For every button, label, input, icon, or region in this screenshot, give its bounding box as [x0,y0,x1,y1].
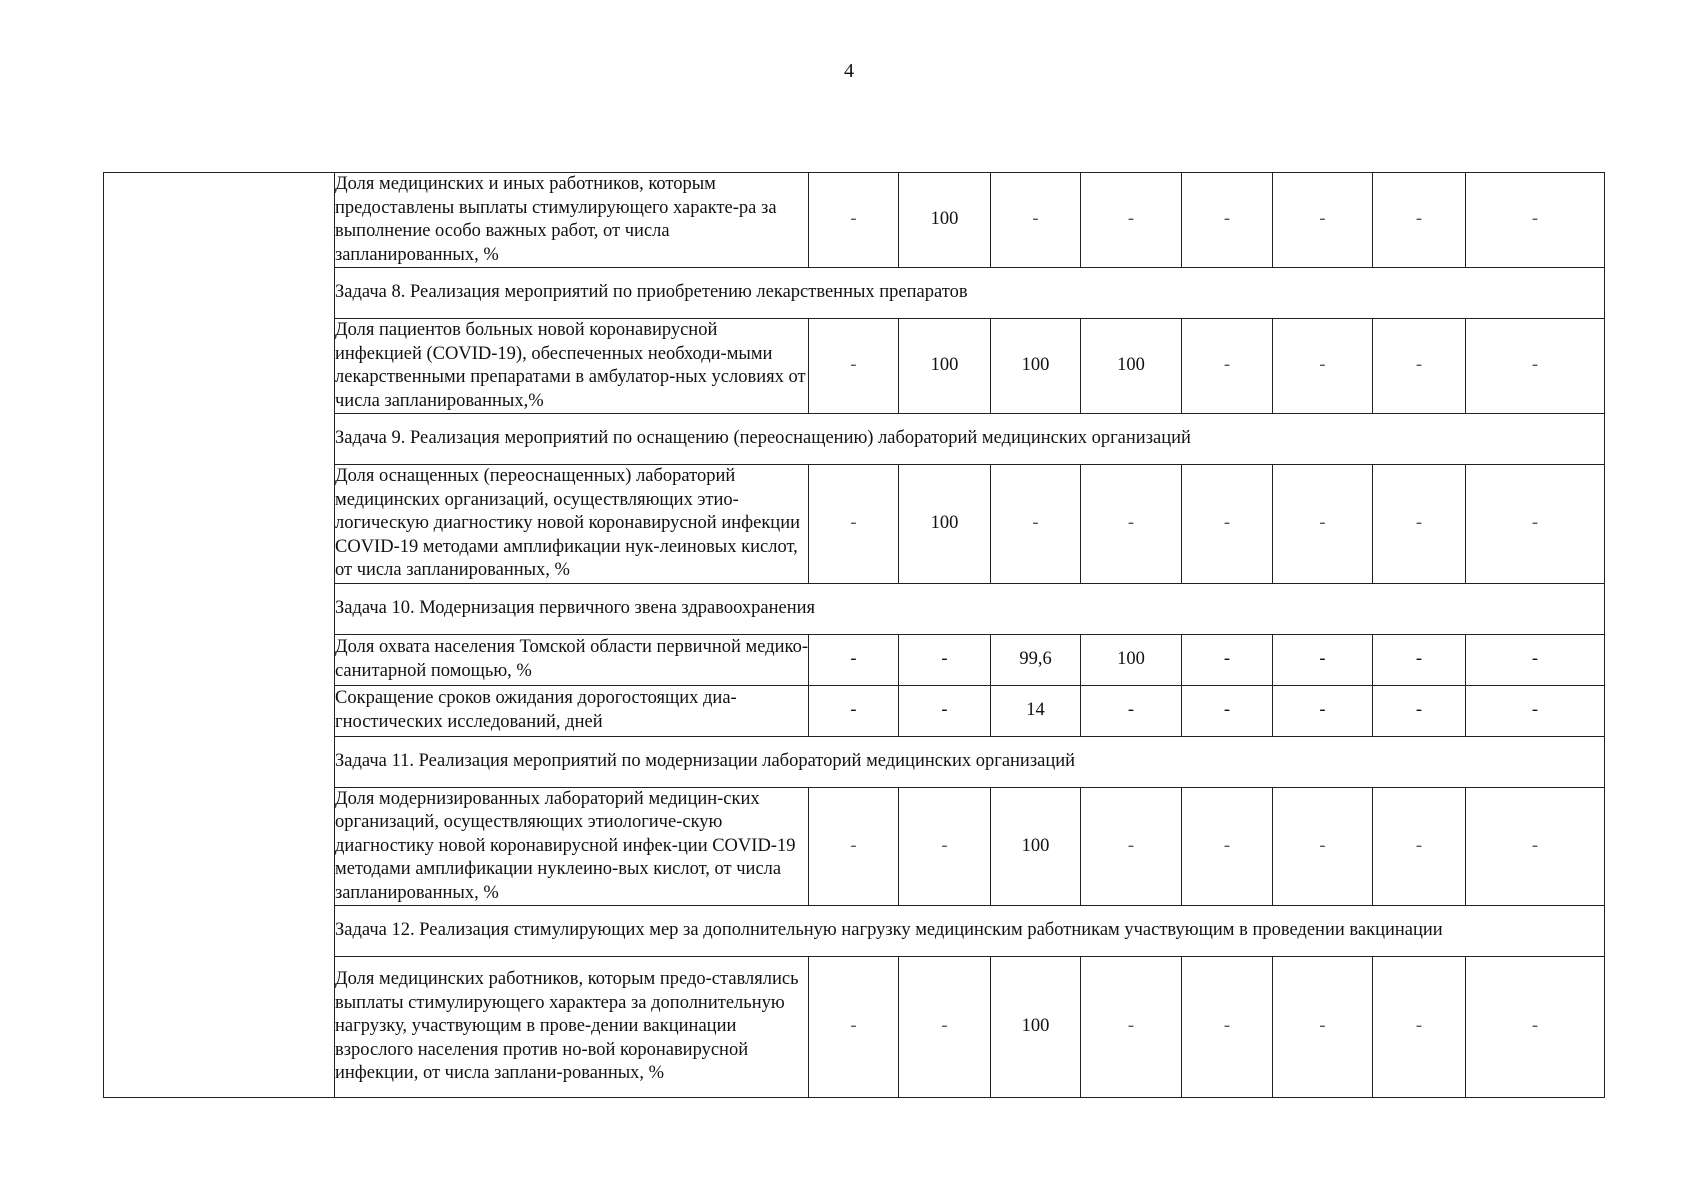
table-cell: - [1081,787,1182,906]
table-cell: - [1466,634,1605,685]
indicators-table [103,172,1605,1098]
table-cell: - [1081,957,1182,1098]
table-cell: - [1182,319,1273,414]
table-cell: - [1081,173,1182,268]
table-cell: - [1373,173,1466,268]
table-cell: 100 [1081,319,1182,414]
table-cell: - [991,173,1081,268]
task-heading: Задача 9. Реализация мероприятий по оснащению (переоснащению) лабораторий медицинских организаций [335,414,1605,465]
task-heading: Задача 10. Модернизация первичного звена здравоохранения [335,583,1605,634]
table-cell: - [991,465,1081,584]
table-cell: - [1182,957,1273,1098]
table-cell: - [1273,787,1373,906]
indicator-label: Доля медицинских работников, которым предо-ставлялись выплаты стимулирующего характера за дополнительную нагрузку, участвующим в прове-дении вакцинации взрослого населения против но-вой коронавирусной инфекции, от числа заплани-рованных, % [335,957,809,1098]
table-cell: 14 [991,685,1081,736]
table-cell: 100 [899,319,991,414]
task-heading: Задача 12. Реализация стимулирующих мер за дополнительную нагрузку медицинским работникам участвующим в проведении вакцинации [335,906,1605,957]
table-cell: - [1182,787,1273,906]
table-cell: - [1182,173,1273,268]
table-cell: - [809,957,899,1098]
table-cell: - [1466,465,1605,584]
table-cell: 100 [991,957,1081,1098]
table-cell: 100 [899,465,991,584]
indicator-label: Доля медицинских и иных работников, которым предоставлены выплаты стимулирующего характе-ра за выполнение особо важных работ, от числа запланированных, % [335,173,809,268]
table-cell: - [1373,957,1466,1098]
table-cell: 100 [1081,634,1182,685]
table-cell: - [1081,465,1182,584]
task-heading: Задача 8. Реализация мероприятий по приобретению лекарственных препаратов [335,268,1605,319]
table-row [104,173,1605,268]
table-cell: - [809,787,899,906]
table-cell: - [1182,465,1273,584]
table-cell: - [899,957,991,1098]
table-cell: - [1373,634,1466,685]
task-heading: Задача 11. Реализация мероприятий по модернизации лабораторий медицинских организаций [335,736,1605,787]
table-cell: - [1373,787,1466,906]
table-cell: - [1182,685,1273,736]
table-cell: - [809,319,899,414]
table-cell: - [1373,465,1466,584]
page-number: 4 [844,60,854,82]
table-cell: 100 [991,319,1081,414]
indicator-label: Доля модернизированных лабораторий медицин-ских организаций, осуществляющих этиологиче-скую диагностику новой коронавирусной инфек-ции COVID-19 методами амплификации нуклеино-вых кислот, от числа запланированных, % [335,787,809,906]
table-cell: - [1466,173,1605,268]
table-cell: - [899,685,991,736]
table-cell: - [1466,319,1605,414]
table-cell: - [1373,319,1466,414]
table-cell: - [1273,685,1373,736]
table-cell: - [1466,957,1605,1098]
indicator-label: Доля пациентов больных новой коронавирусной инфекцией (COVID-19), обеспеченных необходи-мыми лекарственными препаратами в амбулатор-ных условиях от числа запланированных,% [335,319,809,414]
table-cell: 99,6 [991,634,1081,685]
table-cell: - [1466,685,1605,736]
indicator-label: Доля охвата населения Томской области первичной медико-санитарной помощью, % [335,634,809,685]
table-cell: - [809,634,899,685]
table-cell: - [899,787,991,906]
table-cell: - [1273,173,1373,268]
table-cell: 100 [899,173,991,268]
table-cell: - [1182,634,1273,685]
table-cell: - [1273,319,1373,414]
indicator-label: Сокращение сроков ожидания дорогостоящих диа-гностических исследований, дней [335,685,809,736]
table-cell: - [1273,634,1373,685]
table-cell: 100 [991,787,1081,906]
indicator-label: Доля оснащенных (переоснащенных) лабораторий медицинских организаций, осуществляющих этио-логическую диагностику новой коронавирусной инфекции COVID-19 методами амплификации нук-леиновых кислот, от числа запланированных, % [335,465,809,584]
table-cell: - [809,465,899,584]
table-cell: - [1273,957,1373,1098]
table-cell: - [899,634,991,685]
table-cell: - [1081,685,1182,736]
table-cell: - [809,685,899,736]
table-cell: - [1373,685,1466,736]
empty-first-column [104,173,335,1098]
table-cell: - [1273,465,1373,584]
table-cell: - [1466,787,1605,906]
table-cell: - [809,173,899,268]
